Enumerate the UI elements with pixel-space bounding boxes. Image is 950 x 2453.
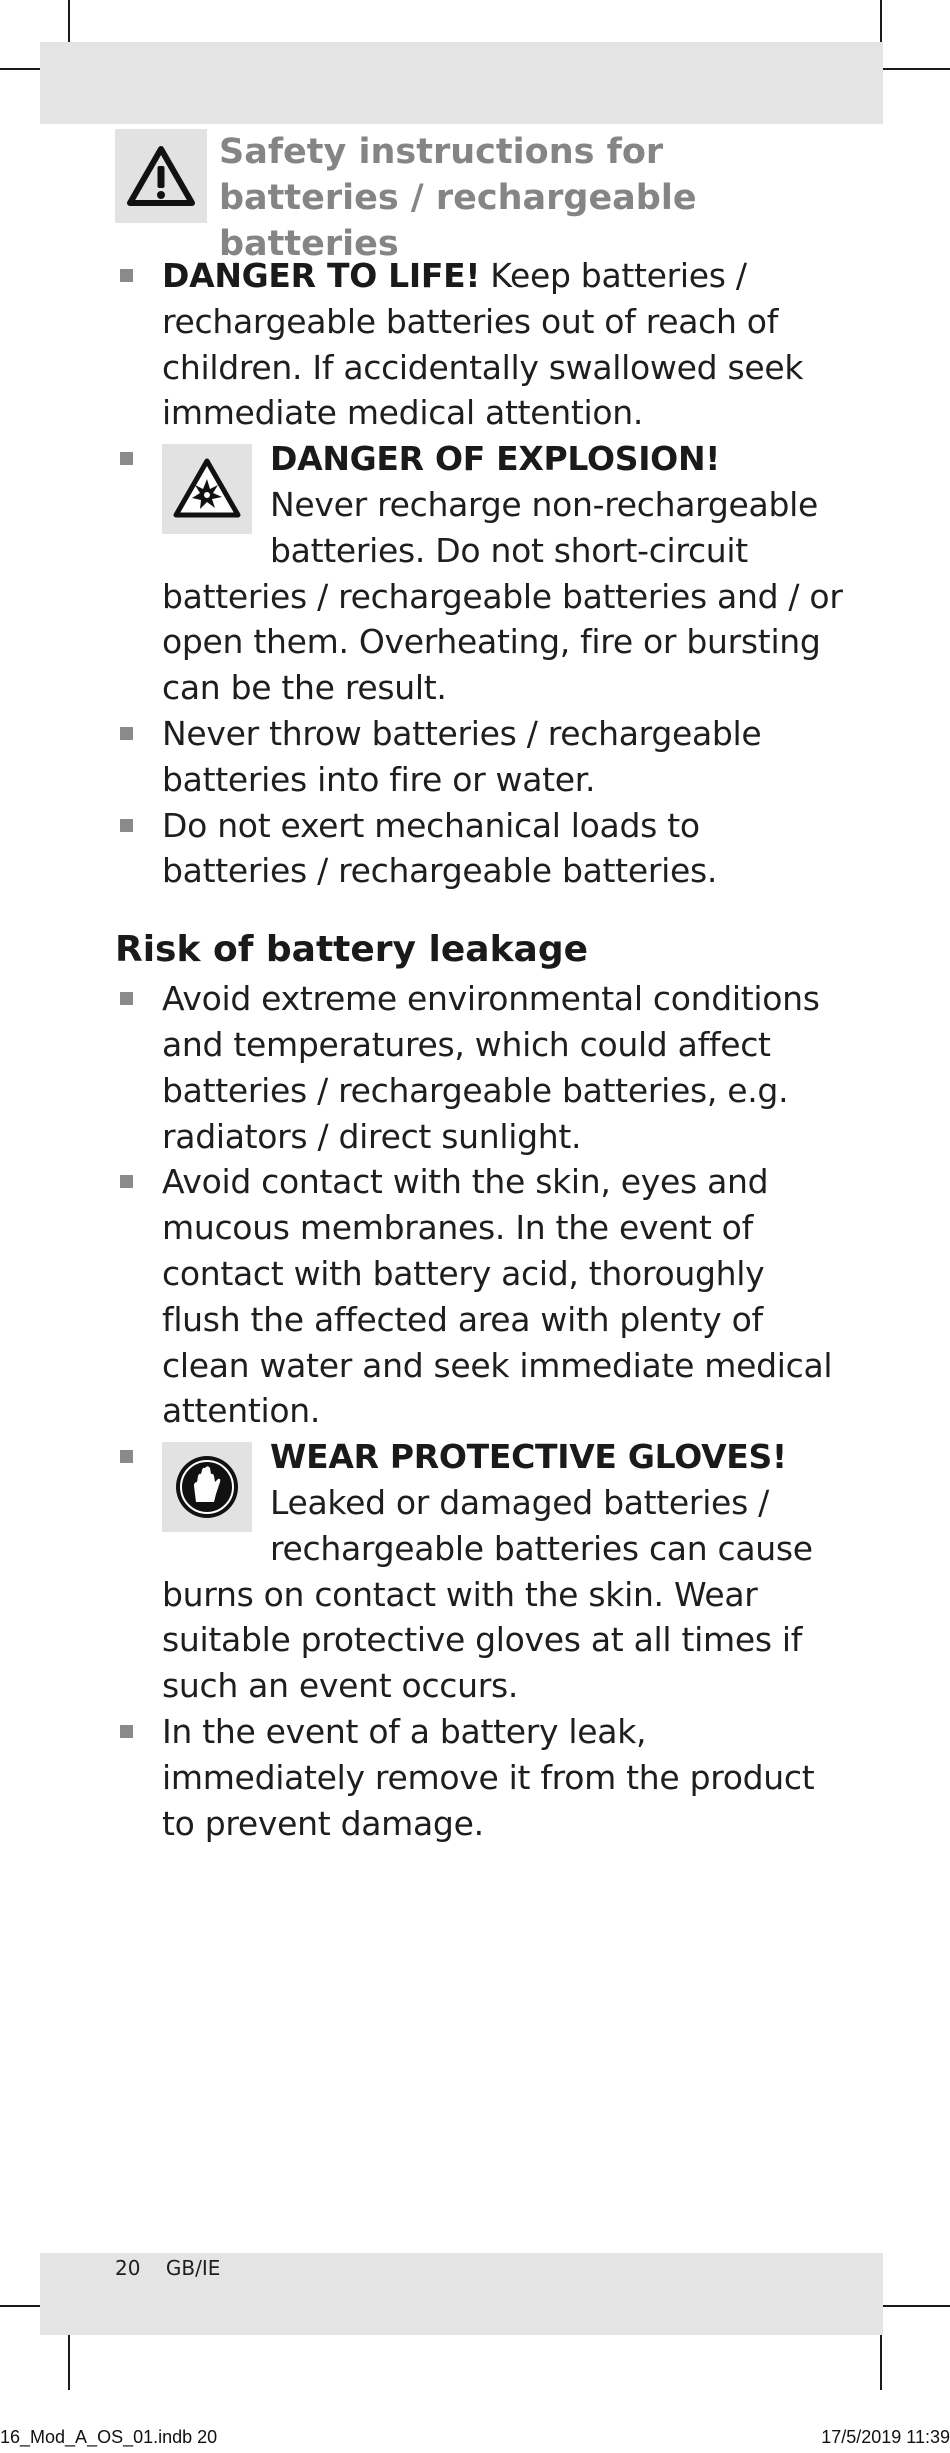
bullet-square-icon (120, 727, 133, 740)
crop-mark (880, 2305, 950, 2307)
crop-mark (880, 0, 882, 42)
crop-mark (0, 68, 42, 70)
list-item-text: In the event of a battery leak, immediately remove it from the product to prevent damage. (162, 1711, 815, 1843)
wear-protective-gloves-label: WEAR PROTECTIVE GLOVES! (270, 1437, 787, 1477)
danger-of-explosion-label: DANGER OF EXPLOSION! (270, 439, 721, 479)
list-item (115, 1434, 845, 1709)
safety-header (115, 129, 895, 267)
crop-mark (880, 68, 950, 70)
header-band (40, 42, 883, 124)
page-number: 20 (115, 2256, 141, 2280)
list-item-text: Avoid contact with the skin, eyes and mucous membranes. In the event of contact with battery acid, thoroughly flush the affected area with plenty of clean water and seek immediate medical attention. (162, 1162, 833, 1431)
bullet-square-icon (120, 992, 133, 1005)
list-item (115, 711, 845, 803)
bullet-square-icon (120, 819, 133, 832)
crop-mark (68, 2330, 70, 2390)
leakage-list (115, 976, 845, 1846)
bullet-square-icon (120, 1175, 133, 1188)
danger-to-life-label: DANGER TO LIFE! (162, 256, 481, 295)
protective-gloves-icon (162, 1442, 252, 1532)
page-footer (115, 2254, 220, 2282)
print-timestamp: 17/5/2019 11:39 (821, 2427, 950, 2447)
safety-list (115, 253, 845, 894)
locale-label: GB/IE (165, 2256, 221, 2280)
list-item (115, 1159, 845, 1434)
list-item (115, 253, 845, 436)
list-item-text: Leaked or damaged batteries / rechargeable batteries can cause burns on contact with the skin. Wear suitable protective gloves at all times if such an event occurs. (162, 1482, 813, 1706)
list-item-text: Avoid extreme environmental conditions and temperatures, which could affect batteries / rechargeable batteries, e.g. radiators / direct sunlight. (162, 979, 820, 1156)
list-item (115, 1709, 845, 1846)
print-file-name: 16_Mod_A_OS_01.indb 20 (0, 2427, 218, 2447)
crop-mark (0, 2305, 42, 2307)
bullet-square-icon (120, 452, 133, 465)
crop-mark (68, 0, 70, 42)
list-item-text: Keep batteries / rechargeable batteries out of reach of children. If accidentally swallowed seek immediate medical attention. (162, 256, 804, 433)
list-item (115, 803, 845, 895)
explosion-warning-icon (162, 444, 252, 534)
section-heading: Risk of battery leakage (115, 929, 589, 971)
list-item (115, 436, 845, 711)
bullet-square-icon (120, 1450, 133, 1463)
list-item-text: Never throw batteries / rechargeable batteries into fire or water. (162, 713, 762, 799)
list-item-text: Never recharge non-rechargeable batteries. Do not short-circuit batteries / rechargeable batteries and / or open them. Overheating, fire or bursting can be the result. (162, 484, 843, 708)
bullet-square-icon (120, 1725, 133, 1738)
bullet-square-icon (120, 269, 133, 282)
list-item (115, 976, 845, 1159)
warning-icon (115, 129, 207, 223)
page-title: Safety instructions for batteries / rechargeable batteries (219, 132, 697, 264)
list-item-text: Do not exert mechanical loads to batteries / rechargeable batteries. (162, 805, 718, 891)
instructions-content (115, 253, 845, 1846)
crop-mark (880, 2330, 882, 2390)
